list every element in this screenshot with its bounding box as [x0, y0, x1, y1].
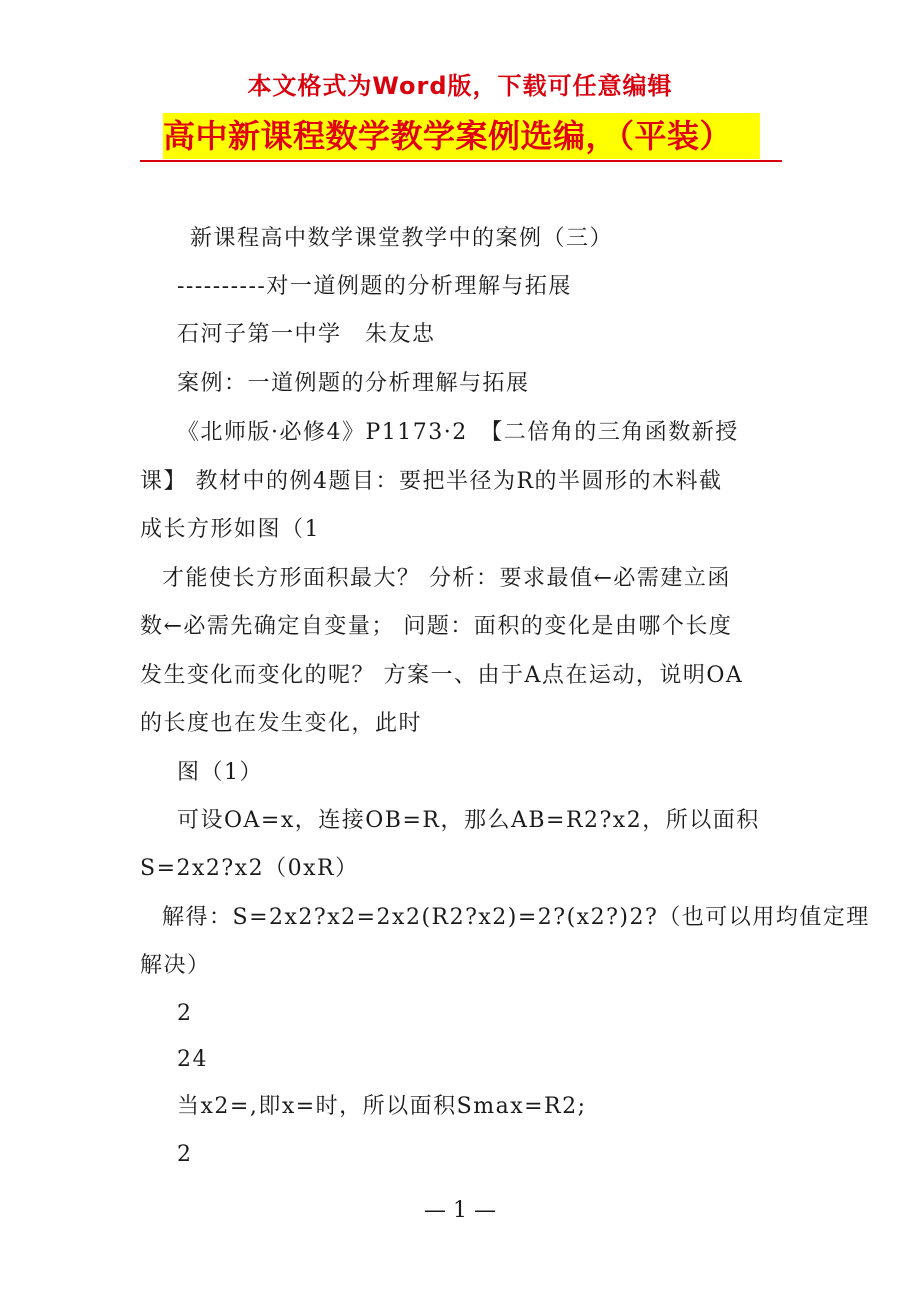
paragraph-line: 当x2=,即x=时，所以面积Smax=R2;	[177, 1094, 587, 1119]
paragraph-line: 发生变化而变化的呢？ 方案一、由于A点在运动，说明OA	[140, 663, 744, 688]
paragraph-line: 解决）	[140, 953, 211, 978]
figure-caption: 图（1）	[177, 760, 263, 785]
paragraph-line: S=2x2?x2（0xR）	[140, 856, 359, 881]
formula-fragment: 2	[177, 1001, 193, 1026]
formula-fragment: 24	[177, 1047, 208, 1072]
paragraph-line: 解得：S=2x2?x2=2x2(R2?x2)=2?(x2?)2?（也可以用均值定理	[162, 905, 870, 930]
formula-fragment: 2	[177, 1142, 193, 1167]
paragraph-line: 才能使长方形面积最大？ 分析：要求最值←必需建立函	[162, 566, 731, 591]
case-heading: 案例：一道例题的分析理解与拓展	[177, 371, 530, 396]
paragraph-line: 可设OA=x，连接OB=R，那么AB=R2?x2，所以面积	[177, 808, 760, 833]
paragraph-line: 课】 教材中的例4题目：要把半径为R的半圆形的木料截	[140, 469, 723, 494]
title-underline	[140, 160, 782, 162]
paragraph-line: 成长方形如图（1	[140, 517, 320, 542]
paragraph-line: 数←必需先确定自变量； 问题：面积的变化是由哪个长度	[140, 614, 733, 639]
section-heading: 新课程高中数学课堂教学中的案例（三）	[190, 226, 614, 251]
paragraph-line: 《北师版·必修4》P1173·2 【二倍角的三角函数新授	[177, 420, 739, 445]
document-title: 高中新课程数学教学案例选编，（平装）	[163, 117, 733, 155]
paragraph-line: 的长度也在发生变化，此时	[140, 711, 423, 736]
author-line: 石河子第一中学 朱友忠	[177, 322, 436, 347]
subtitle-line: ----------对一道例题的分析理解与拓展	[177, 274, 572, 299]
page-number: — 1 —	[424, 1198, 496, 1223]
format-notice: 本文格式为Word版，下载可任意编辑	[247, 72, 673, 100]
